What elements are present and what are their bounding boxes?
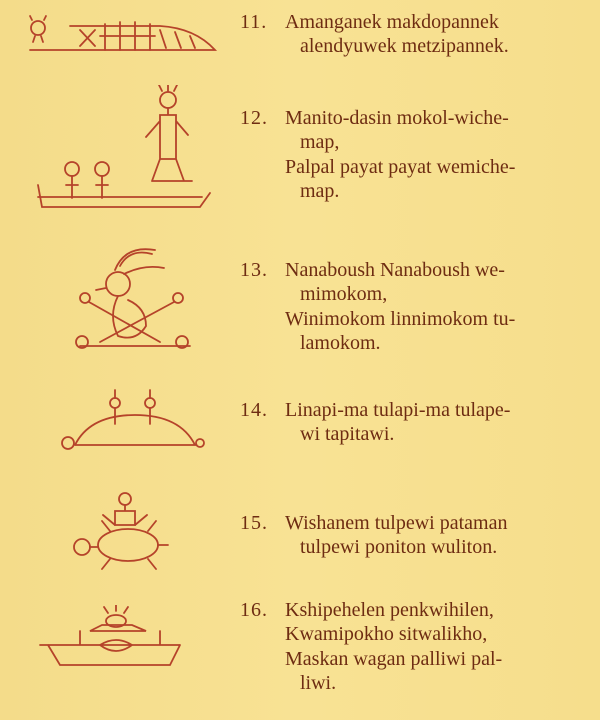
verse-11 <box>240 10 590 59</box>
verse-line: Maskan wagan palliwi pal- <box>285 647 503 670</box>
verse-line: Nanaboush Nanaboush we- <box>285 259 505 281</box>
turtle-people-glyph <box>20 385 220 460</box>
verse-line: alendyuwek metzipannek. <box>300 35 509 58</box>
verse-line: Kwamipokho sitwalikho, <box>285 623 488 646</box>
serpent-figure-glyph <box>20 8 220 61</box>
verse-line: Linapi-ma tulapi-ma tulape- <box>285 399 511 421</box>
verse-number: 15. <box>240 512 268 534</box>
verse-14 <box>240 398 590 447</box>
verse-line: wi tapitawi. <box>300 423 395 446</box>
verse-line: map. <box>300 179 340 202</box>
verse-number: 12. <box>240 107 268 129</box>
verse-line: Palpal payat payat wemiche- <box>285 155 516 178</box>
verse-line: Winimokom linnimokom tu- <box>285 307 516 330</box>
verse-line: Amanganek makdopannek <box>285 11 499 33</box>
verse-number: 13. <box>240 259 268 281</box>
verse-line: liwi. <box>300 671 337 694</box>
verse-13 <box>240 258 590 355</box>
verse-line: tulpewi poniton wuliton. <box>300 536 498 559</box>
nanabush-glyph <box>20 240 220 360</box>
verse-16 <box>240 598 590 695</box>
turtle-person-glyph <box>20 485 220 585</box>
canoe-figures-glyph <box>20 85 220 220</box>
verse-number: 14. <box>240 399 268 421</box>
verse-line: Manito-dasin mokol-wiche- <box>285 107 509 129</box>
boat-figure-glyph <box>20 605 220 680</box>
verse-number: 16. <box>240 599 268 621</box>
verse-line: mimokom, <box>300 283 388 306</box>
verse-line: Kshipehelen penkwihilen, <box>285 599 494 621</box>
verse-line: Wishanem tulpewi pataman <box>285 512 508 534</box>
verse-line: map, <box>300 131 340 154</box>
verse-number: 11. <box>240 11 268 33</box>
verse-15 <box>240 511 590 560</box>
verse-12 <box>240 106 590 203</box>
verse-line: lamokom. <box>300 331 381 354</box>
